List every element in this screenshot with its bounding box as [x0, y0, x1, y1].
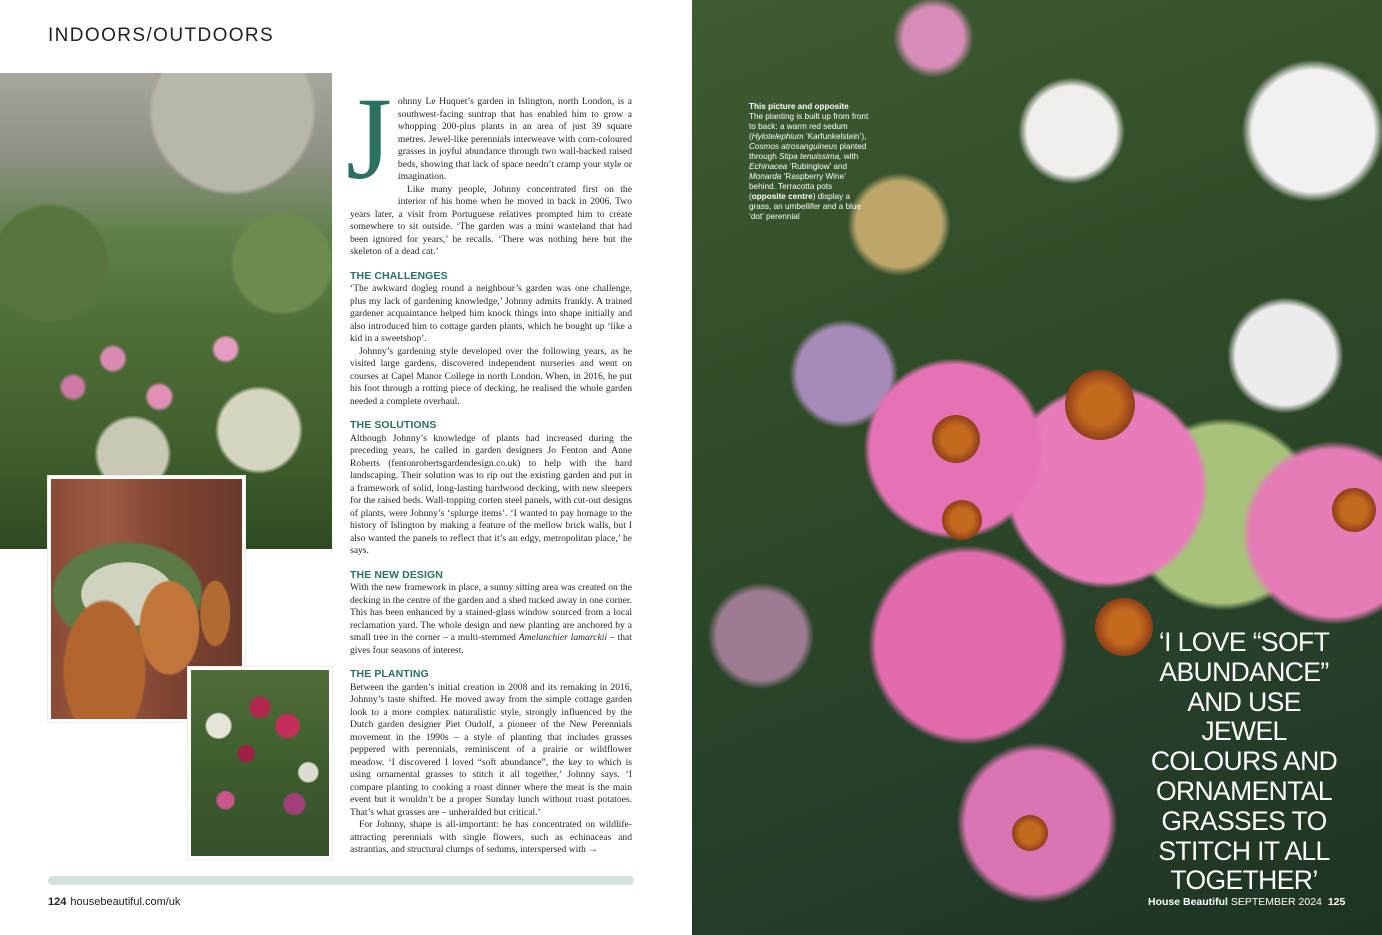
caption-text: ‘Raspberry Wine’ behind. Terracotta pots ( — [749, 172, 846, 201]
pull-quote-line: ABUNDANCE” — [1159, 656, 1329, 687]
caption-text: ) display a grass, an umbellifer and a blue ‘dot’ perennial — [749, 192, 861, 221]
website-url: housebeautiful.com/uk — [70, 896, 181, 908]
issue-date: SEPTEMBER 2024 — [1230, 896, 1322, 908]
echinacea-flower-center — [932, 415, 980, 463]
echinacea-flower-center — [942, 500, 982, 540]
article-paragraph: ‘The awkward dogleg round a neighbour’s garden was one challenge, plus my lack of gardening knowledge,’ Johnny admits frankly. A trained gardener acquaintance helped him knock things into shape initially and also introduced him to cottage garden plants, which he bought up ‘like a kid in a sweetshop’. — [350, 283, 632, 344]
section-header: INDOORS/OUTDOORS — [48, 25, 275, 46]
subhead-solutions: THE SOLUTIONS — [350, 419, 437, 431]
article-paragraph: Like many people, Johnny concentrated first on the interior of his home when he moved in back in 2006. Two years later, a visit from Portuguese relatives prompted him to create somewhere to sit outside. ‘The garden was a mini wasteland that had been ignored for years,’ he recalls. ‘There was nothing here but the skeleton of a dead cat.’ — [350, 183, 632, 257]
photo-caption — [749, 102, 869, 222]
caption-text: ‘Karfunkelstein’), — [805, 132, 867, 141]
page-number: 124 — [48, 896, 67, 908]
footer-left — [48, 896, 180, 908]
caption-italic: Stipa tenuissima, — [779, 152, 842, 161]
subhead-planting: THE PLANTING — [350, 668, 429, 680]
pull-quote-line: AND USE JEWEL — [1187, 686, 1301, 747]
caption-italic: Echinacea — [749, 162, 788, 171]
pull-quote-line: STITCH IT ALL — [1158, 835, 1330, 866]
article-intro: ohnny Le Huquet’s garden in Islington, north London, is a southwest-facing suntrap that has enabled him to grow a whopping 200-plus plants in an area of just 39 square metres. Jewel-like perennials interweave with corn-coloured grasses in joyful abundance through two wall-backed raised beds, showing that lack of space needn’t cramp your style or imagination. — [397, 96, 632, 182]
drop-cap: J — [346, 73, 392, 204]
caption-bold: opposite centre — [751, 192, 813, 201]
subhead-new-design: THE NEW DESIGN — [350, 568, 443, 581]
pull-quote-line: TOGETHER’ — [1170, 865, 1318, 896]
plant-name-italic: Amelanchier lamarckii — [518, 632, 608, 643]
pull-quote-line: COLOURS AND — [1150, 746, 1338, 777]
article-paragraph: Between the garden’s initial creation in 2008 and its remaking in 2016, Johnny’s taste shifted. He moved away from the simple cottage garden look to a more complex naturalistic style, strongly influenced by the Dutch garden designer Piet Oudolf, a pioneer of the New Perennials movement in the 1990s – a style of planting that includes grasses peppered with perennials, reminiscent of a prairie or wildflower meadow. ‘I discovered I loved “soft abundance”, the key to which is using ornamental grasses to stitch it all together,’ Johnny says. ‘I compare planting to cooking a roast dinner where the meat is the main event but it wouldn’t be a proper Sunday lunch without roast potatoes. That’s what grasses are – unheralded but critical.’ — [350, 681, 632, 818]
page-number: 125 — [1327, 896, 1346, 908]
caption-text: planted through — [749, 142, 867, 161]
article-paragraph: Johnny’s gardening style developed over the following years, as he visited large gardens, discovered independent nurseries and went on courses at Capel Manor College in north London. When, in 2016, he put his foot through a rotting piece of decking, he realised the whole garden needed a complete overhaul. — [350, 345, 632, 407]
caption-italic: Monarda — [749, 172, 782, 181]
design-text-a: With the new framework in place, a sunny sitting area was created on the decking in the centre of the garden and a shed tucked away in one corner. This has been enhanced by a stained-glass window sourced from a local reclamation yard. The whole design and new planting are anchored by a small tree in the corner – a multi-stemmed — [350, 582, 632, 643]
article-body — [346, 73, 632, 857]
footer-right — [1148, 896, 1345, 908]
article-paragraph: Although Johnny’s knowledge of plants had increased during the preceding years, he called in garden designers Jo Fenton and Anne Roberts (fentonrobertsgardendesign.co.uk) to help with the hard landscaping. Their solution was to rip out the existing garden and put in a framework of solid, long-lasting hardwood decking, with new sleepers for the raised beds. Wall-topping corten steel panels, with cut-out designs of plants, were Johnny’s ‘splurge items’. ‘I wanted to pay homage to the history of Islington by making a feature of the mellow brick walls, but I also wanted the panels to reflect that it’s an edgy, metropolitan place,’ he says. — [350, 432, 632, 556]
caption-text: ‘Rubinglow’ and — [789, 162, 848, 171]
subhead-challenges: THE CHALLENGES — [350, 269, 448, 282]
article-paragraph: For Johnny, shape is all-important: he has concentrated on wildlife-attracting perennials with single flowers, such as echinaceas and astrantias, and structural clumps of sedums, interspersed with → — [350, 819, 632, 855]
caption-italic: Cosmos atrosanguineus — [749, 142, 838, 151]
monarda-flowers-photo — [188, 667, 332, 859]
pull-quote-line: ORNAMENTAL — [1155, 775, 1333, 806]
echinacea-flower-center — [1012, 815, 1048, 851]
article-paragraph — [350, 582, 632, 657]
caption-title: This picture and opposite — [749, 102, 849, 111]
pull-quote-line: ‘I LOVE “SOFT — [1158, 627, 1330, 657]
magazine-brand: House Beautiful — [1148, 896, 1228, 908]
echinacea-flower-center — [1332, 488, 1376, 532]
footer-rule-bar — [48, 876, 634, 885]
pull-quote — [1144, 628, 1344, 896]
caption-italic: Hylotelephium — [751, 132, 804, 141]
design-text-b: – that gives four seasons of interest. — [350, 632, 632, 656]
pull-quote-line: GRASSES TO — [1161, 805, 1327, 836]
caption-text: The planting is built up from front to back: a warm red sedum ( — [749, 112, 869, 141]
right-page-photo — [692, 0, 1382, 935]
caption-text: with — [843, 152, 859, 161]
echinacea-flower-center — [1065, 370, 1135, 440]
